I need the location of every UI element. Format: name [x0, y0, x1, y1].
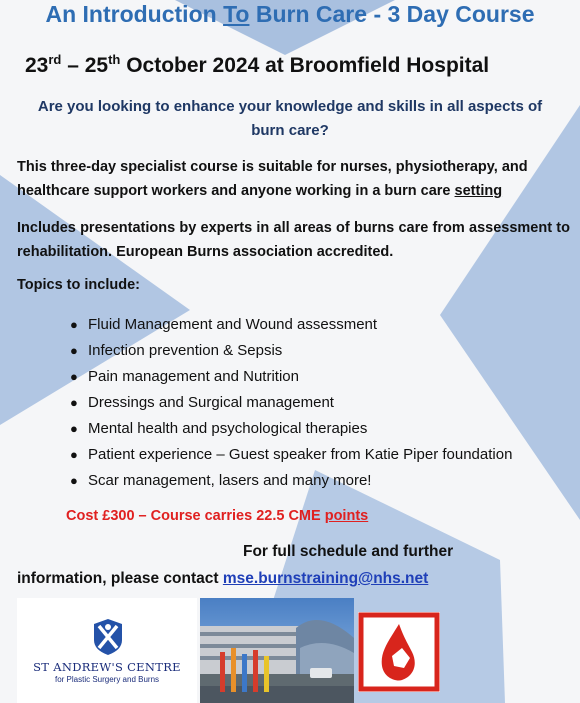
contact-line-2: information, please contact mse.burnstraining@nhs.net	[17, 570, 429, 587]
topics-heading: Topics to include:	[17, 277, 140, 293]
bullet-icon: ●	[70, 473, 78, 488]
page-title: An Introduction To Burn Care - 3 Day Course	[45, 1, 535, 27]
logo-name: ST ANDREW'S CENTRE	[33, 660, 181, 674]
email-link[interactable]: mse.burnstraining@nhs.net	[222, 570, 429, 587]
burns-association-logo	[358, 612, 440, 692]
bullet-icon: ●	[70, 369, 78, 384]
presentations-paragraph: Includes presentations by experts in all areas of burns care from assessment to rehabilitation. European Burns association accredited.	[17, 220, 570, 260]
logo-subtitle: for Plastic Surgery and Burns	[54, 675, 160, 684]
audience-paragraph: This three-day specialist course is suitable for nurses, physiotherapy, and healthcare support workers and anyone working in a burn care setting	[17, 159, 528, 199]
st-andrews-logo	[17, 598, 197, 703]
list-item: ● Dressings and Surgical management	[70, 390, 512, 416]
list-item: ● Infection prevention & Sepsis	[70, 338, 512, 364]
topics-list	[70, 312, 512, 494]
list-item: ● Fluid Management and Wound assessment	[70, 312, 512, 338]
bullet-icon: ●	[70, 395, 78, 410]
saltire-emblem-icon	[93, 618, 123, 656]
bullet-icon: ●	[70, 317, 78, 332]
intro-question: Are you looking to enhance your knowledge and skills in all aspects of burn care?	[37, 98, 543, 139]
cost-line: Cost £300 – Course carries 22.5 CME points	[66, 508, 369, 524]
course-dates: 23rd – 25th October 2024 at Broomfield Hospital	[25, 52, 490, 77]
list-item: ● Mental health and psychological therapies	[70, 416, 512, 442]
contact-line-1: For full schedule and further	[243, 543, 454, 560]
bullet-icon: ●	[70, 447, 78, 462]
hospital-photo	[200, 598, 354, 703]
bullet-icon: ●	[70, 343, 78, 358]
list-item: ● Patient experience – Guest speaker from Katie Piper foundation	[70, 442, 512, 468]
bullet-icon: ●	[70, 421, 78, 436]
list-item: ● Pain management and Nutrition	[70, 364, 512, 390]
list-item: ● Scar management, lasers and many more!	[70, 468, 512, 494]
